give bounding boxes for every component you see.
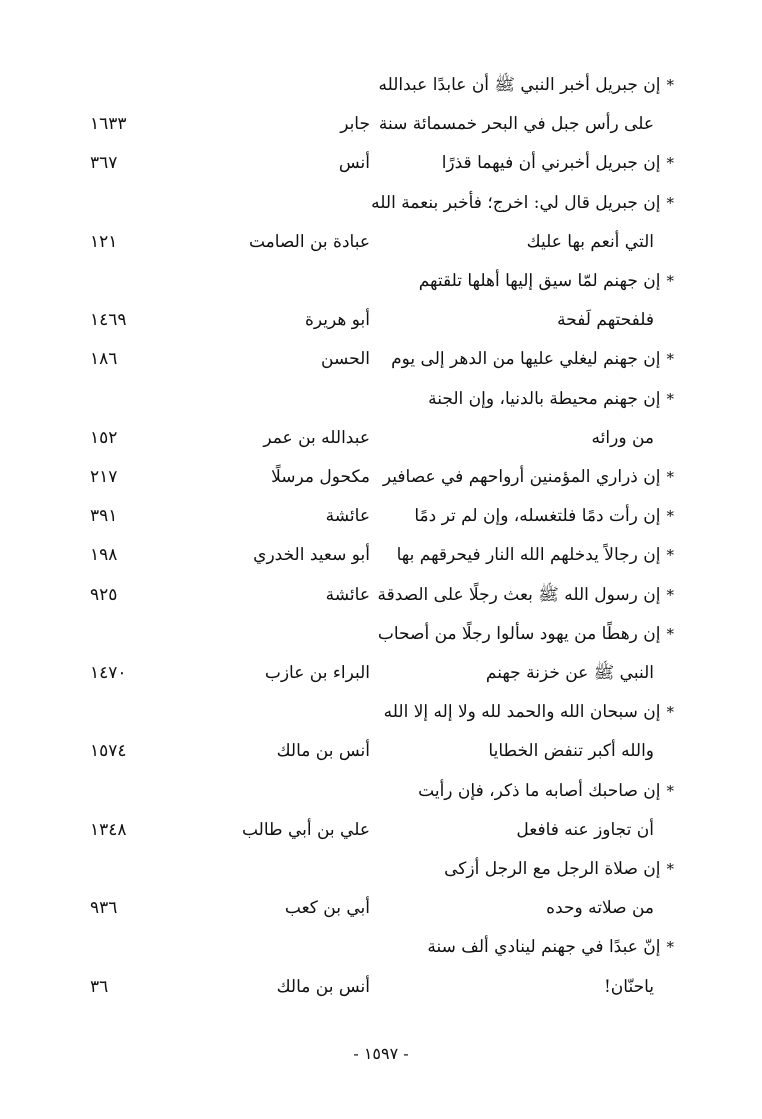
hadith-number: ١٦٣٣	[90, 114, 127, 134]
hadith-text	[486, 658, 654, 688]
hadith-phrase: إن جبريل أخبر النبي ﷺ أن عابدًا عبدالله	[378, 75, 661, 95]
entry-star-marker: *	[666, 938, 674, 956]
narrator-name: عبدالله بن عمر	[263, 428, 370, 448]
hadith-phrase: إن ذراري المؤمنين أرواحهم في عصافير	[382, 467, 661, 487]
hadith-phrase: إن رهطًا من يهود سألوا رجلًا من أصحاب	[377, 624, 661, 644]
entry-star-marker: *	[666, 625, 674, 643]
index-row	[0, 148, 762, 178]
entry-star-marker: *	[666, 507, 674, 525]
narrator-name: عائشة	[325, 585, 370, 605]
entry-star-marker: *	[666, 390, 674, 408]
hadith-text	[397, 540, 674, 570]
narrator-name: عائشة	[325, 506, 370, 526]
hadith-text	[414, 501, 674, 531]
hadith-phrase: إن جبريل أخبرني أن فيهما قذرًا	[441, 153, 661, 173]
hadith-text	[527, 227, 654, 257]
hadith-number: ٣٦٧	[90, 153, 118, 173]
hadith-number: ٣٦	[90, 977, 109, 997]
hadith-text	[546, 893, 654, 923]
entry-star-marker: *	[666, 860, 674, 878]
hadith-number: ٣٩١	[90, 506, 118, 526]
entry-star-marker: *	[666, 76, 674, 94]
index-row	[0, 854, 762, 884]
index-row	[0, 501, 762, 531]
hadith-text	[557, 305, 654, 335]
index-row	[0, 972, 762, 1002]
index-row	[0, 932, 762, 962]
hadith-text	[516, 815, 654, 845]
hadith-text	[428, 384, 674, 414]
narrator-name: أنس	[338, 153, 370, 173]
hadith-text	[444, 854, 674, 884]
hadith-phrase: على رأس جبل في البحر خمسمائة سنة	[378, 114, 654, 134]
index-row	[0, 580, 762, 610]
index-row	[0, 619, 762, 649]
narrator-name: أنس بن مالك	[276, 977, 370, 997]
hadith-number: ١٢١	[90, 232, 118, 252]
hadith-number: ٩٣٦	[90, 898, 118, 918]
index-row	[0, 893, 762, 923]
hadith-phrase: إن جبريل قال لي: اخرج؛ فأخبر بنعمة الله	[371, 193, 661, 213]
index-row	[0, 384, 762, 414]
hadith-text	[378, 619, 674, 649]
narrator-name: مكحول مرسلًا	[271, 467, 370, 487]
hadith-text	[371, 188, 674, 218]
index-row	[0, 344, 762, 374]
index-row	[0, 188, 762, 218]
index-row	[0, 540, 762, 570]
hadith-text	[377, 580, 674, 610]
index-row	[0, 658, 762, 688]
hadith-phrase: إن جهنم محيطة بالدنيا، وإن الجنة	[428, 389, 661, 409]
hadith-number: ١٣٤٨	[90, 820, 127, 840]
hadith-phrase: إن صلاة الرجل مع الرجل أزكى	[444, 859, 661, 879]
index-row	[0, 776, 762, 806]
index-row	[0, 109, 762, 139]
hadith-phrase: ياحنّان!	[603, 977, 654, 997]
entry-star-marker: *	[666, 546, 674, 564]
entry-star-marker: *	[666, 154, 674, 172]
narrator-name: أنس بن مالك	[276, 741, 370, 761]
entry-star-marker: *	[666, 272, 674, 290]
hadith-number: ٩٢٥	[90, 585, 118, 605]
hadith-phrase: أن تجاوز عنه فافعل	[516, 820, 654, 840]
entry-star-marker: *	[666, 586, 674, 604]
hadith-text	[418, 776, 674, 806]
index-row	[0, 266, 762, 296]
hadith-text	[592, 423, 654, 453]
hadith-text	[391, 344, 674, 374]
entry-star-marker: *	[666, 194, 674, 212]
narrator-name: أبي بن كعب	[284, 898, 370, 918]
index-row	[0, 462, 762, 492]
hadith-phrase: فلفحتهم لَفحة	[557, 310, 654, 330]
hadith-phrase: إن جهنم ليغلي عليها من الدهر إلى يوم	[391, 349, 661, 369]
hadith-number: ٢١٧	[90, 467, 118, 487]
hadith-text	[442, 148, 674, 178]
hadith-number: ١٥٧٤	[90, 741, 127, 761]
narrator-name: علي بن أبي طالب	[241, 820, 370, 840]
index-row	[0, 815, 762, 845]
hadith-text	[419, 266, 674, 296]
hadith-text	[488, 736, 654, 766]
hadith-text	[378, 70, 674, 100]
hadith-phrase: إنّ عبدًا في جهنم لينادي ألف سنة	[427, 937, 661, 957]
hadith-number: ١٩٨	[90, 545, 118, 565]
hadith-text	[427, 932, 674, 962]
entry-star-marker: *	[666, 703, 674, 721]
narrator-name: جابر	[340, 114, 370, 134]
hadith-phrase: من ورائه	[591, 428, 654, 448]
entry-star-marker: *	[666, 468, 674, 486]
hadith-phrase: والله أكبر تنفض الخطايا	[488, 741, 654, 761]
hadith-number: ١٥٢	[90, 428, 118, 448]
hadith-phrase: النبي ﷺ عن خزنة جهنم	[485, 663, 654, 683]
hadith-text	[604, 972, 654, 1002]
narrator-name: البراء بن عازب	[264, 663, 370, 683]
hadith-phrase: إن صاحبك أصابه ما ذكر، فإن رأيت	[418, 781, 661, 801]
hadith-phrase: من صلاته وحده	[546, 898, 654, 918]
hadith-phrase: التي أنعم بها عليك	[526, 232, 654, 252]
hadith-phrase: إن رسول الله ﷺ بعث رجلًا على الصدقة	[377, 585, 661, 605]
narrator-name: الحسن	[321, 349, 370, 369]
index-row	[0, 227, 762, 257]
index-row	[0, 70, 762, 100]
entry-star-marker: *	[666, 782, 674, 800]
index-row	[0, 736, 762, 766]
hadith-phrase: إن جهنم لمّا سيق إليها أهلها تلقتهم	[418, 271, 661, 291]
hadith-number: ١٤٦٩	[90, 310, 127, 330]
hadith-number: ١٨٦	[90, 349, 118, 369]
hadith-number: ١٤٧٠	[90, 663, 127, 683]
hadith-text	[383, 462, 674, 492]
page-footer-number: - ١٥٩٧ -	[353, 1044, 409, 1063]
narrator-name: عبادة بن الصامت	[248, 232, 370, 252]
hadith-phrase: إن رأت دمًا فلتغسله، وإن لم تر دمًا	[414, 506, 661, 526]
narrator-name: أبو سعيد الخدري	[253, 545, 370, 565]
hadith-phrase: إن رجالاً يدخلهم الله النار فيحرقهم بها	[396, 545, 661, 565]
index-row	[0, 423, 762, 453]
hadith-phrase: إن سبحان الله والحمد لله ولا إله إلا الله	[383, 702, 661, 722]
narrator-name: أبو هريرة	[304, 310, 370, 330]
hadith-text	[384, 697, 674, 727]
entry-star-marker: *	[666, 350, 674, 368]
index-row	[0, 697, 762, 727]
hadith-text	[379, 109, 654, 139]
index-row	[0, 305, 762, 335]
